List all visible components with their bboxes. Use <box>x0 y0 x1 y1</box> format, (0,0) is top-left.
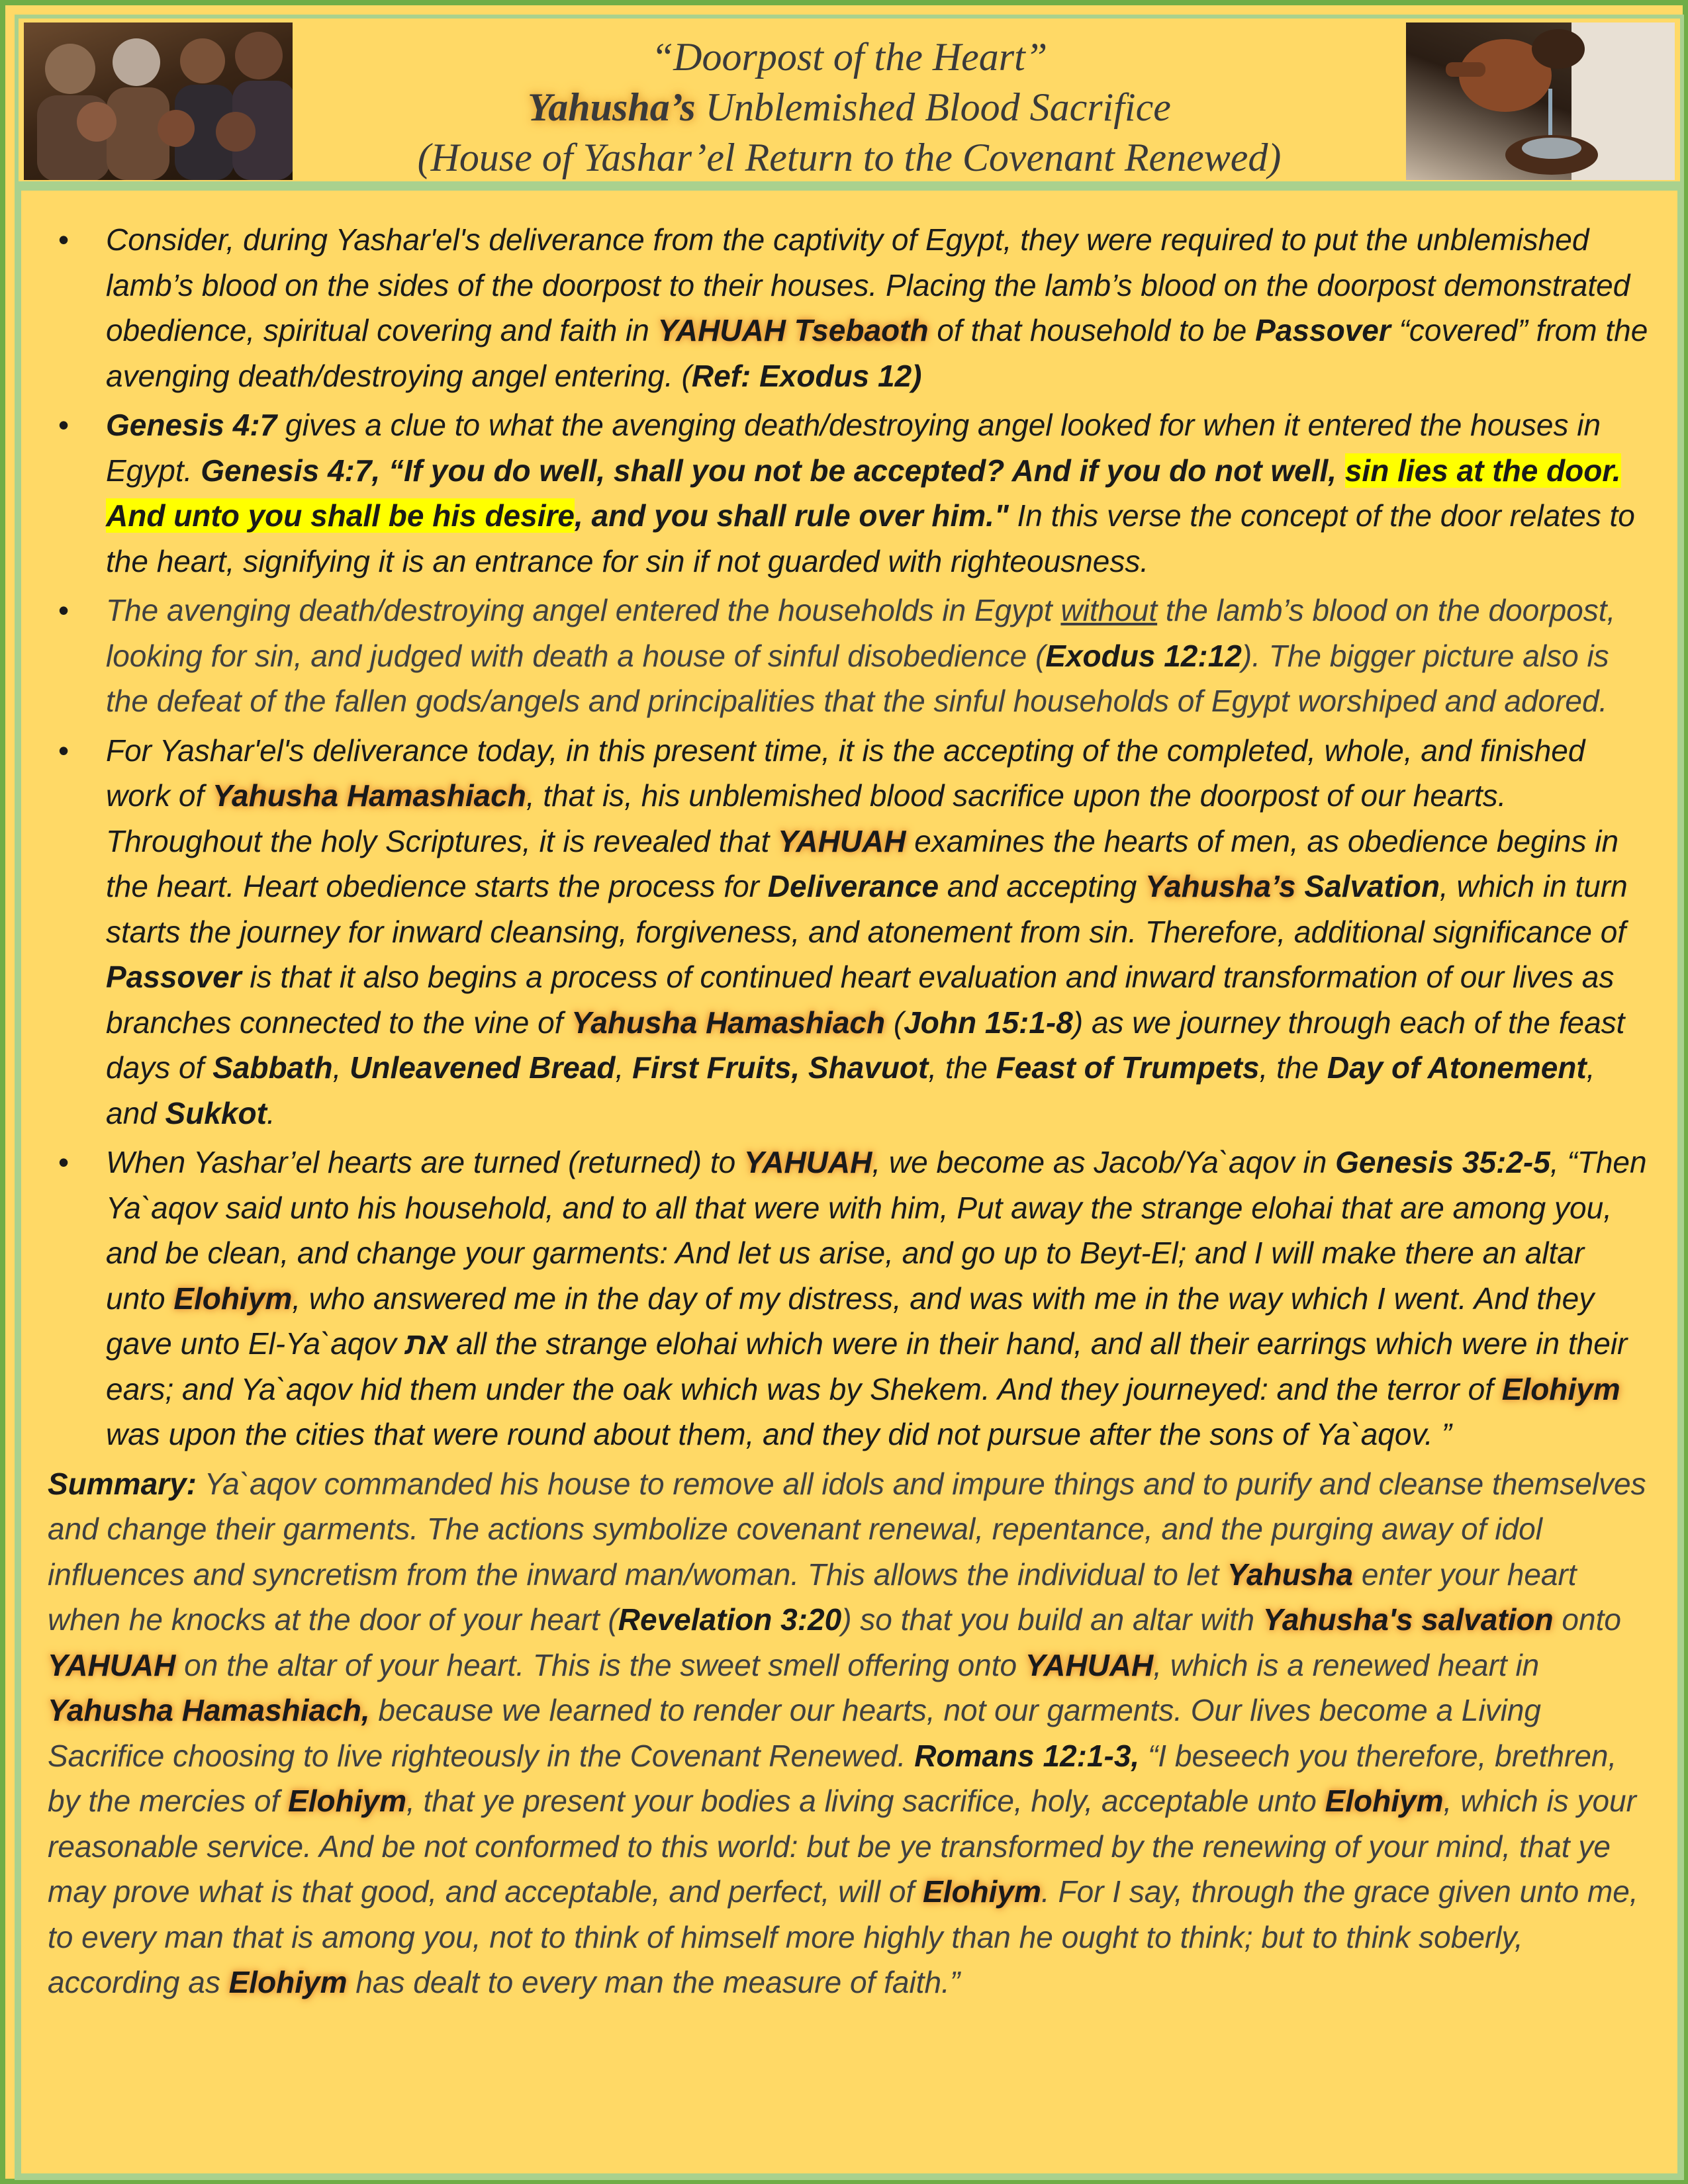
hands-pouring-water-photo <box>1406 23 1675 180</box>
text-run <box>1296 869 1305 903</box>
text-run: ). The bigger picture also is the defeat of the fallen gods/angels and principalities that the sinful households of Egypt worshiped and adored. <box>106 638 1609 718</box>
text-run: , which is a renewed heart in <box>1153 1647 1540 1682</box>
text-run: For Yashar'el's deliverance today, in this present time, it is the accepting of the completed, whole, and finished work of <box>106 733 1585 813</box>
text-run: First Fruits, Shavuot <box>632 1050 929 1085</box>
text-run: “covered” from the avenging death/destroying angel entering. ( <box>106 313 1648 393</box>
text-run: , that ye present your bodies a living sacrifice, holy, acceptable unto <box>406 1784 1325 1818</box>
text-run: YAHUAH <box>1025 1647 1154 1682</box>
text-run: , and you shall rule over him." <box>575 498 1009 533</box>
text-run: the lamb’s blood on the doorpost, looking for sin, and judged with death a house of sinful disobedience ( <box>106 593 1616 673</box>
text-run: YAHUAH Tsebaoth <box>657 313 929 347</box>
text-run: את <box>404 1326 448 1361</box>
text-run: ( <box>885 1005 904 1040</box>
text-run: is that it also begins a process of continued heart evaluation and inward transformation of our lives as branches connected to the vine of <box>106 960 1615 1040</box>
title-line-1: “Doorpost of the Heart” <box>651 35 1048 79</box>
text-run: Consider, during Yashar'el's deliverance from the captivity of Egypt, they were required to put the unblemished lamb’s blood on the sides of the doorpost to their houses. Placing the lamb’s blood on the doorpost demonstrated obedience, spiritual covering and faith in <box>106 222 1630 347</box>
text-run: Romans 12:1-3, <box>914 1738 1140 1773</box>
text-run: . <box>266 1095 275 1130</box>
bullet-item <box>48 588 1651 724</box>
bullet-dot-icon: • <box>58 222 70 257</box>
text-run: examines the hearts of men, as obedience begins in the heart. Heart obedience starts the process for <box>106 823 1619 903</box>
title-line-2-rest: Unblemished Blood Sacrifice <box>695 85 1171 129</box>
text-run: Yahusha's salvation <box>1262 1602 1554 1637</box>
text-run: , we become as Jacob/Ya`aqov in <box>872 1145 1336 1179</box>
text-run: , <box>615 1050 633 1085</box>
summary-paragraph <box>48 1461 1651 2005</box>
text-run: Elohiym <box>228 1965 348 1999</box>
text-run: Sabbath <box>212 1050 333 1085</box>
text-run: When Yashar’el hearts are turned (returned) to <box>106 1145 744 1179</box>
text-run: Sukkot <box>165 1095 267 1130</box>
text-run: has dealt to every man the measure of faith.” <box>347 1965 961 1999</box>
text-run: , which in turn starts the journey for inward cleansing, forgiveness, and atonement from sin. Therefore, additional significance of <box>106 869 1628 949</box>
family-praying-photo <box>24 23 293 180</box>
text-run: without <box>1060 593 1158 627</box>
text-run: on the altar of your heart. This is the sweet smell offering onto <box>175 1647 1025 1682</box>
header-banner <box>15 15 1684 185</box>
text-run: Genesis 4:7, “If you do well, shall you not be accepted? And if you do not well, <box>201 453 1345 488</box>
bullet-list <box>48 217 1651 1457</box>
text-run: , “Then Ya`aqov said unto his household, and to all that were with him, Put away the strange elohai that are among you, and be clean, and change your garments: And let us arise, and go up to Beyt-El; and I will make there an altar unto <box>106 1145 1647 1316</box>
text-run: Genesis 4:7 <box>106 408 277 442</box>
text-run: ) so that you build an altar with <box>841 1602 1263 1637</box>
text-run: , that is, his unblemished blood sacrifice upon the doorpost of our hearts. Throughout the holy Scriptures, it is revealed that <box>106 778 1507 858</box>
text-run: onto <box>1553 1602 1621 1637</box>
title-line-3: (House of Yashar’el Return to the Covenant Renewed) <box>417 136 1282 179</box>
title-name: Yahusha’s <box>528 85 696 129</box>
family-praying-illustration <box>24 23 293 180</box>
text-run: Passover <box>1255 313 1391 347</box>
text-run: Exodus 12:12 <box>1045 638 1242 673</box>
text-run: and accepting <box>939 869 1146 903</box>
text-run: sin lies at the door. And unto you shall be his desire <box>106 453 1621 533</box>
text-run: Yahusha Hamashiach <box>212 778 526 813</box>
title-line-2 <box>310 82 1389 132</box>
text-run: Elohiym <box>288 1784 406 1818</box>
text-run: YAHUAH <box>778 823 906 858</box>
bullet-item <box>48 1140 1651 1457</box>
text-run: Genesis 35:2-5 <box>1335 1145 1550 1179</box>
bullet-item <box>48 402 1651 584</box>
hands-pouring-illustration <box>1406 23 1675 180</box>
bullet-dot-icon: • <box>58 1145 70 1179</box>
text-run: YAHUAH <box>48 1647 176 1682</box>
text-run: Deliverance <box>767 869 939 903</box>
text-run: , the <box>1259 1050 1327 1085</box>
text-run: The avenging death/destroying angel entered the households in Egypt <box>106 593 1061 627</box>
text-run: Yahusha Hamashiach <box>571 1005 886 1040</box>
text-run: , and <box>106 1050 1595 1130</box>
text-run: Day of Atonement <box>1327 1050 1587 1085</box>
text-run: YAHUAH <box>743 1145 872 1179</box>
bullet-dot-icon: • <box>58 733 70 768</box>
text-run: , the <box>928 1050 996 1085</box>
text-run: Yahusha <box>1227 1557 1354 1592</box>
title-block <box>310 32 1389 183</box>
text-run: Yahusha’s <box>1145 869 1296 903</box>
text-run: . For I say, through the grace given unto me, to every man that is among you, not to think of himself more highly than he ought to think; but to think soberly, according as <box>48 1874 1638 1999</box>
text-run: all the strange elohai which were in their hand, and all their earrings which were in their ears; and Ya`aqov hid them under the oak which was by Shekem. And they journeyed: and the terror of <box>106 1326 1628 1406</box>
text-run: enter your heart when he knocks at the door of your heart ( <box>48 1557 1577 1637</box>
text-run: gives a clue to what the avenging death/destroying angel looked for when it entered the houses in Egypt. <box>106 408 1601 488</box>
text-run: “I beseech you therefore, brethren, by the mercies of <box>48 1738 1617 1818</box>
text-run: , which is your reasonable service. And be not conformed to this world: but be ye transformed by the renewing of your mind, that ye may prove what is that good, and acceptable, and perfect, will of <box>48 1784 1636 1909</box>
text-run: Summary: <box>48 1466 197 1501</box>
text-run: was upon the cities that were round about them, and they did not pursue after the sons of Ya`aqov. ” <box>106 1417 1452 1451</box>
text-run: Yahusha Hamashiach, <box>48 1693 370 1727</box>
text-run: Ya`aqov commanded his house to remove all idols and impure things and to purify and cleanse themselves and change their garments. The actions symbolize covenant renewal, repentance, and the purging away of idol influences and syncretism from the inward man/woman. This allows the individual to let <box>48 1466 1646 1592</box>
text-run: because we learned to render our hearts, not our garments. Our lives become a Living Sacrifice choosing to live righteously in the Covenant Renewed. <box>48 1693 1541 1773</box>
bullet-item <box>48 217 1651 398</box>
text-run: Elohiym <box>173 1281 293 1316</box>
text-run: Elohiym <box>1325 1784 1444 1818</box>
text-run: Salvation <box>1304 869 1440 903</box>
bullet-item <box>48 728 1651 1136</box>
bullet-dot-icon: • <box>58 593 70 627</box>
bullet-dot-icon: • <box>58 408 70 442</box>
text-run: of that household to be <box>928 313 1256 347</box>
text-run: , who answered me in the day of my distress, and was with me in the way which I went. And they gave unto El-Ya`aqov <box>106 1281 1595 1361</box>
text-run: Elohiym <box>922 1874 1041 1909</box>
text-run: Feast of Trumpets <box>996 1050 1260 1085</box>
text-run: , <box>332 1050 350 1085</box>
text-run: Unleavened Bread <box>350 1050 616 1085</box>
text-run: Revelation 3:20 <box>618 1602 842 1637</box>
text-run: Elohiym <box>1501 1371 1620 1406</box>
main-content <box>15 184 1684 2180</box>
text-run: Passover <box>106 960 242 994</box>
text-run: In this verse the concept of the door relates to the heart, signifying it is an entrance for sin if not guarded with righteousness. <box>106 498 1635 578</box>
text-run: Ref: Exodus 12) <box>691 358 922 393</box>
text-run: ) as we journey through each of the feast days of <box>106 1005 1625 1085</box>
text-run: John 15:1-8 <box>904 1005 1073 1040</box>
